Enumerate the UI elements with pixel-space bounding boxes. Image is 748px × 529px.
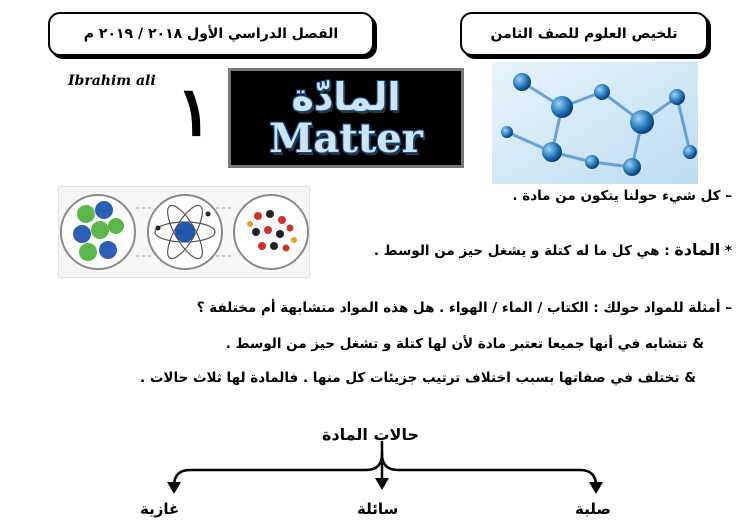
state-gas-label: غازية	[140, 500, 180, 518]
molecule-image	[492, 62, 698, 184]
banner-arabic-title: المادّة	[291, 75, 401, 119]
definition-line	[374, 240, 732, 259]
molecule-cluster	[234, 195, 308, 269]
summary-title: تلخيص العلوم للصف الثامن	[490, 26, 678, 42]
semester-label: الفصل الدراسي الأول ٢٠١٨ / ٢٠١٩ م	[83, 26, 339, 42]
lesson-number: ١	[176, 72, 213, 152]
definition-prefix: *	[720, 243, 732, 259]
state-liquid-label: سائلة	[357, 500, 399, 518]
author-name: Ibrahim ali	[68, 73, 156, 89]
header-title-box	[460, 12, 708, 56]
definition-keyword: المادة	[674, 240, 721, 259]
state-solid-label: صلبة	[575, 500, 611, 518]
difference-line: & تختلف في صفاتها بسبب اختلاف ترتيب جزيئات كل منها . فالمادة لها ثلاث حالات .	[140, 370, 696, 386]
matter-banner	[228, 68, 464, 168]
states-title: حالات المادة	[322, 425, 419, 444]
definition-text: : هي كل ما له كتلة و يشغل حيز من الوسط .	[373, 243, 675, 259]
banner-english-title: Matter	[269, 115, 423, 162]
semester-box	[48, 12, 374, 56]
intro-line: – كل شيء حولنا يتكون من مادة .	[512, 188, 732, 204]
particles-diagram	[58, 186, 310, 278]
atom-model	[148, 195, 222, 269]
similarity-line: & تتشابه في أنها جميعا تعتبر مادة لأن لها كتلة و تشغل حيز من الوسط .	[225, 336, 704, 352]
quark-cluster	[61, 195, 135, 269]
examples-line: – أمثلة للمواد حولك : الكتاب / الماء / الهواء . هل هذه المواد متشابهة أم مختلفة ؟	[196, 300, 732, 316]
